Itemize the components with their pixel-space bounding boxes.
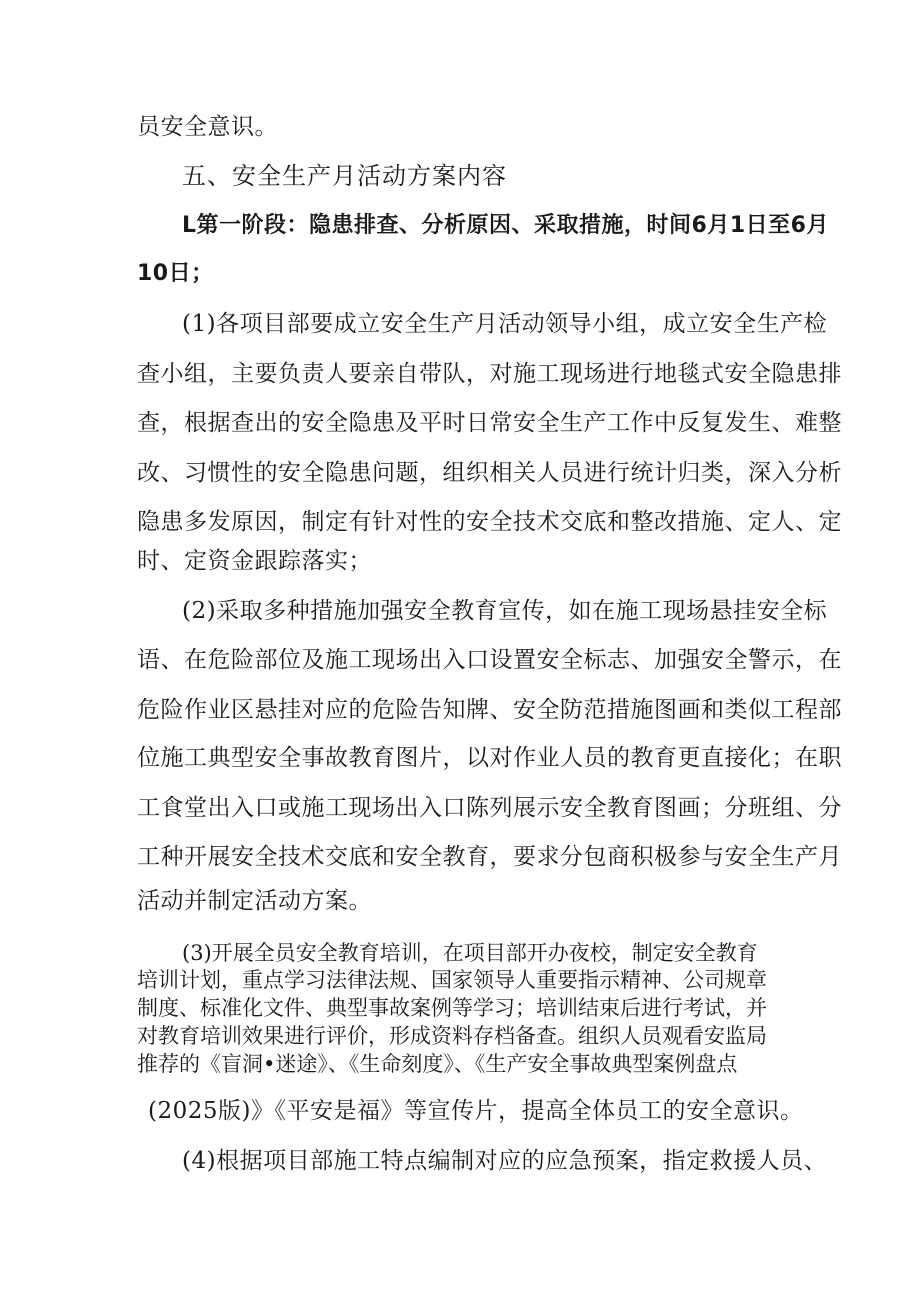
paragraph-1-line: 查小组，主要负责人要亲自带队，对施工现场进行地毯式安全隐患排 [137,361,842,387]
paragraph-1-line: 改、习惯性的安全隐患问题，组织相关人员进行统计归类，深入分析 [137,460,842,486]
paragraph-3-line: 对教育培训效果进行评价，形成资料存档备查。组织人员观看安监局 [137,1024,767,1048]
phase-heading-continued: 10日； [137,261,214,286]
paragraph-1-line: (1)各项目部要成立安全生产月活动领导小组，成立安全生产检 [182,311,828,337]
paragraph-1-line: 隐患多发原因，制定有针对性的安全技术交底和整改措施、定人、定 [137,509,842,535]
paragraph-4-line: (4)根据项目部施工特点编制对应的应急预案，指定救援人员、 [182,1148,828,1174]
paragraph-2-line: 危险作业区悬挂对应的危险告知牌、安全防范措施图画和类似工程部 [137,697,842,723]
paragraph-2-line: 活动并制定活动方案。 [137,888,372,914]
paragraph-2-line: 工种开展安全技术交底和安全教育，要求分包商积极参与安全生产月 [137,844,842,870]
text-line: 员安全意识。 [137,114,278,140]
paragraph-3-line: (2025版)》《平安是福》等宣传片，提高全体员工的安全意识。 [148,1098,804,1124]
paragraph-3-line: (3)开展全员安全教育培训，在项目部开办夜校，制定安全教育 [182,941,758,965]
paragraph-3-line: 推荐的《盲洞•迷途》、《生命刻度》、《生产安全事故典型案例盘点 [137,1052,738,1076]
paragraph-2-line: (2)采取多种措施加强安全教育宣传，如在施工现场悬挂安全标 [182,598,828,624]
paragraph-2-line: 语、在危险部位及施工现场出入口设置安全标志、加强安全警示，在 [137,647,842,673]
paragraph-3-line: 制度、标准化文件、典型事故案例等学习；培训结束后进行考试，并 [137,996,767,1020]
paragraph-1-line: 时、定资金跟踪落实； [137,548,372,574]
paragraph-2-line: 工食堂出入口或施工现场出入口陈列展示安全教育图画；分班组、分 [137,795,842,821]
phase-heading: L第一阶段：隐患排查、分析原因、采取措施，时间6月1日至6月 [182,213,829,238]
section-heading: 五、安全生产月活动方案内容 [182,162,507,190]
paragraph-2-line: 位施工典型安全事故教育图片，以对作业人员的教育更直接化；在职 [137,745,842,771]
paragraph-3-line: 培训计划，重点学习法律法规、国家领导人重要指示精神、公司规章 [137,968,767,992]
paragraph-1-line: 查，根据查出的安全隐患及平时日常安全生产工作中反复发生、难整 [137,410,842,436]
